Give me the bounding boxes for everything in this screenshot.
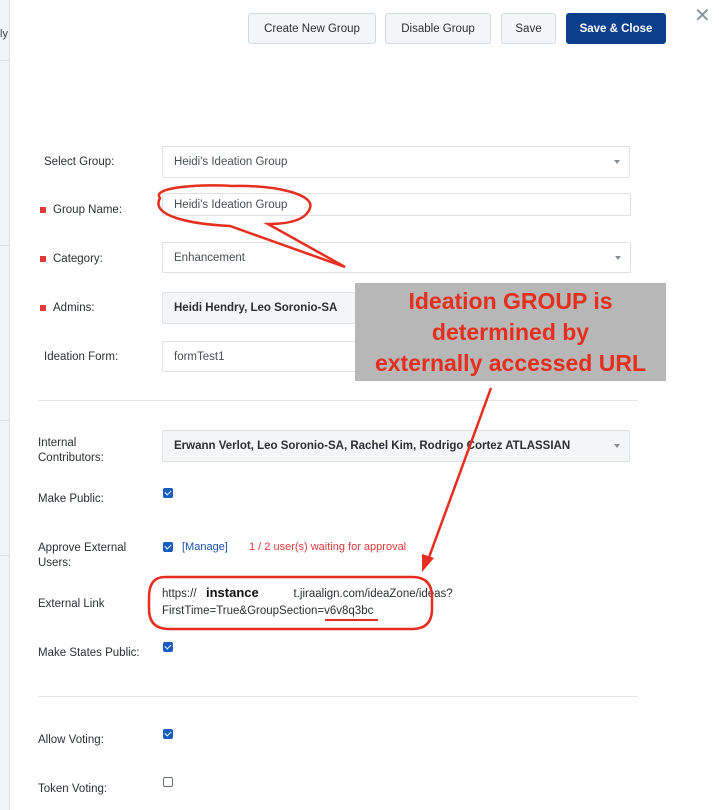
category-value: Enhancement (174, 251, 245, 264)
callout-line-2: determined by (431, 318, 590, 345)
pointer-arrow-head (422, 554, 434, 572)
create-new-group-button[interactable]: Create New Group (248, 13, 376, 44)
internal-contributors-value: Erwann Verlot, Leo Soronio-SA, Rachel Kim, Rodrigo Cortez ATLASSIAN (174, 440, 571, 452)
save-button[interactable]: Save (501, 13, 556, 44)
pointer-arrow-line (428, 388, 491, 560)
save-close-button[interactable]: Save & Close (566, 13, 666, 44)
ideation-form-label: Ideation Form: (44, 351, 119, 363)
make-public-label: Make Public: (38, 493, 104, 505)
select-group-label: Select Group: (44, 156, 115, 168)
select-group-value: Heidi's Ideation Group (174, 156, 288, 168)
internal-contributors-label-line2: Contributors: (38, 452, 104, 464)
manage-link[interactable]: [Manage] (182, 541, 228, 553)
approve-external-label-line2: Users: (38, 557, 72, 569)
group-name-value: Heidi's Ideation Group (174, 198, 288, 211)
instance-label: instance (203, 584, 262, 602)
close-icon[interactable]: ✕ (694, 5, 711, 27)
annotation-callout (355, 283, 666, 381)
callout-line-1: Ideation GROUP is (408, 287, 613, 314)
group-name-label: Group Name: (53, 204, 123, 216)
disable-group-button[interactable]: Disable Group (385, 13, 491, 44)
ideation-form-value: formTest1 (174, 350, 225, 363)
internal-contributors-label-line1: Internal (38, 437, 77, 449)
background-text-fragment: ly (0, 28, 8, 40)
callout-line-3: externally accessed URL (374, 349, 647, 376)
make-states-public-label: Make States Public: (38, 647, 140, 659)
url-group-code: v6v8q3bc (324, 605, 374, 617)
admins-label: Admins: (53, 302, 95, 314)
url-start: https:// (162, 588, 197, 600)
category-label: Category: (53, 253, 103, 265)
external-link-highlight (149, 577, 432, 629)
approval-status-text: 1 / 2 user(s) waiting for approval (249, 541, 407, 553)
url-query: FirstTime=True&GroupSection= (162, 605, 325, 617)
admins-value: Heidi Hendry, Leo Soronio-SA (174, 302, 338, 314)
approve-external-label-line1: Approve External (38, 542, 127, 554)
speech-bubble-outline (158, 185, 345, 267)
allow-voting-label: Allow Voting: (38, 734, 104, 746)
external-link-label: External Link (38, 598, 105, 610)
url-domain-end: t.jiraalign.com/ideaZone/ideas? (293, 588, 453, 600)
token-voting-label: Token Voting: (38, 783, 108, 795)
